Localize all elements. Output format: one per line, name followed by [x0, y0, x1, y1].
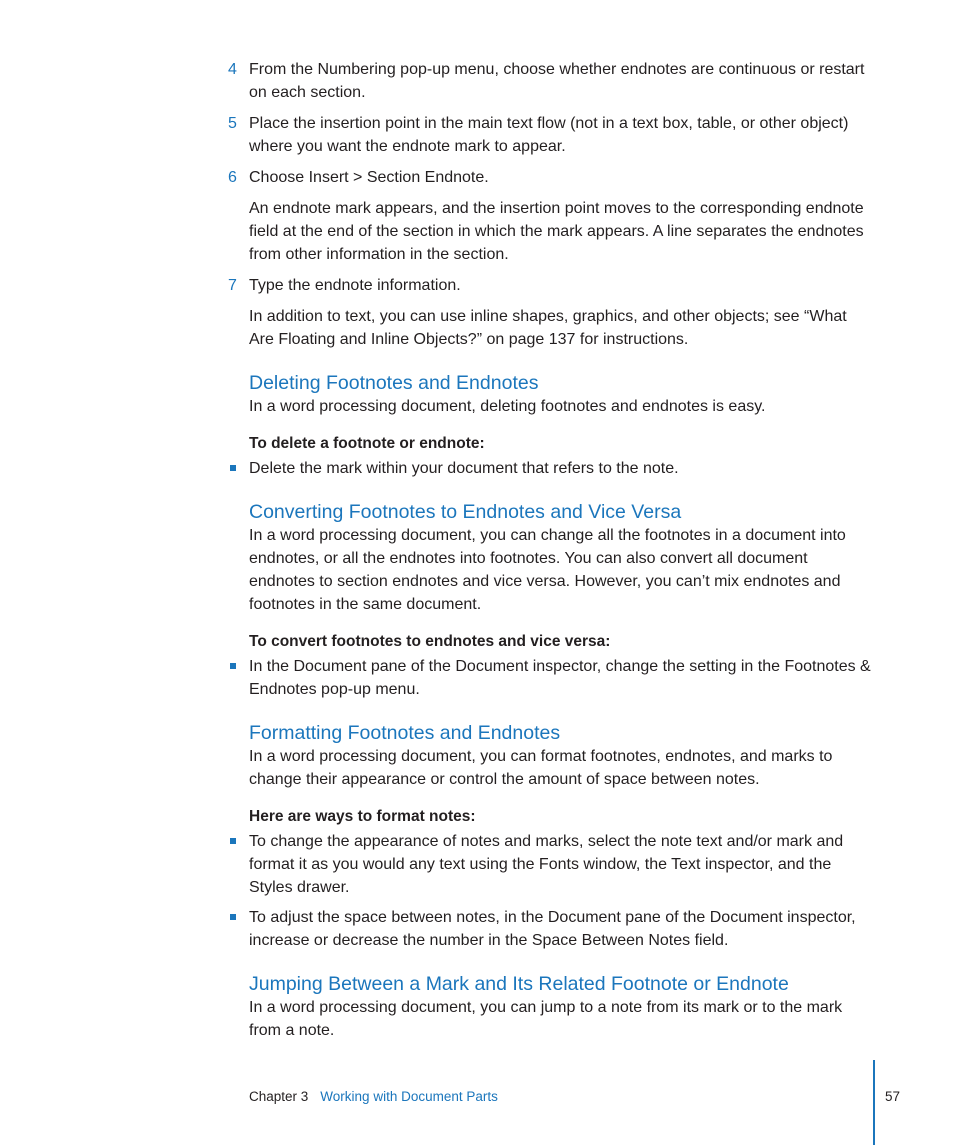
- bullet-text: To change the appearance of notes and marks, select the note text and/or mark and format it as you would any text using the Fonts window, the Text inspector, and the Styles drawer.: [249, 833, 844, 896]
- step-number: 6: [228, 169, 237, 186]
- step-number: 4: [228, 61, 237, 78]
- section-intro: In a word processing document, deleting footnotes and endnotes is easy.: [249, 398, 766, 415]
- page-footer: [249, 1088, 498, 1106]
- task-subhead: Here are ways to format notes:: [249, 808, 476, 825]
- bullet-square-icon: [230, 465, 236, 471]
- page-number: 57: [885, 1089, 901, 1104]
- task-subhead: To convert footnotes to endnotes and vice versa:: [249, 633, 611, 650]
- step-6: [228, 166, 874, 189]
- bullet-item: [249, 655, 874, 701]
- bullet-item: [249, 830, 874, 899]
- section-heading-deleting: Deleting Footnotes and Endnotes: [249, 372, 539, 394]
- step-4: [228, 58, 874, 104]
- section-intro: In a word processing document, you can jump to a note from its mark or to the mark from a note.: [249, 999, 843, 1039]
- section-heading-converting: Converting Footnotes to Endnotes and Vice Versa: [249, 501, 682, 523]
- bullet-text: Delete the mark within your document that refers to the note.: [249, 460, 679, 477]
- section-intro: In a word processing document, you can format footnotes, endnotes, and marks to change their appearance or control the amount of space between notes.: [249, 748, 833, 788]
- step-7: [228, 274, 874, 297]
- section-heading-formatting: Formatting Footnotes and Endnotes: [249, 722, 561, 744]
- bullet-square-icon: [230, 914, 236, 920]
- bullet-item: [249, 906, 874, 952]
- step-text: From the Numbering pop-up menu, choose whether endnotes are continuous or restart on each section.: [249, 61, 865, 101]
- bullet-square-icon: [230, 663, 236, 669]
- footer-divider: [873, 1060, 875, 1145]
- step-6-note: An endnote mark appears, and the insertion point moves to the corresponding endnote field at the end of the section in which the mark appears. A line separates the endnotes from other information in the section.: [249, 200, 864, 263]
- step-number: 5: [228, 115, 237, 132]
- task-subhead: To delete a footnote or endnote:: [249, 435, 485, 452]
- section-intro: In a word processing document, you can change all the footnotes in a document into endnotes, or all the endnotes into footnotes. You can also convert all document endnotes to section endnotes and vice versa. However, you can’t mix endnotes and footnotes in the same document.: [249, 527, 846, 613]
- bullet-item: [249, 457, 874, 480]
- section-heading-jumping: Jumping Between a Mark and Its Related Footnote or Endnote: [249, 973, 789, 995]
- step-5: [228, 112, 874, 158]
- step-text: Type the endnote information.: [249, 277, 461, 294]
- step-text: Place the insertion point in the main text flow (not in a text box, table, or other object) where you want the endnote mark to appear.: [249, 115, 849, 155]
- step-7-note: In addition to text, you can use inline shapes, graphics, and other objects; see “What Are Floating and Inline Objects?” on page 137 for instructions.: [249, 308, 847, 348]
- bullet-text: To adjust the space between notes, in the Document pane of the Document inspector, increase or decrease the number in the Space Between Notes field.: [249, 909, 856, 949]
- step-number: 7: [228, 277, 237, 294]
- step-text: Choose Insert > Section Endnote.: [249, 169, 489, 186]
- bullet-text: In the Document pane of the Document inspector, change the setting in the Footnotes & Endnotes pop-up menu.: [249, 658, 871, 698]
- footer-chapter: Chapter 3: [249, 1089, 309, 1104]
- bullet-square-icon: [230, 838, 236, 844]
- footer-chapter-title: Working with Document Parts: [320, 1089, 498, 1104]
- page-content: [228, 58, 874, 1050]
